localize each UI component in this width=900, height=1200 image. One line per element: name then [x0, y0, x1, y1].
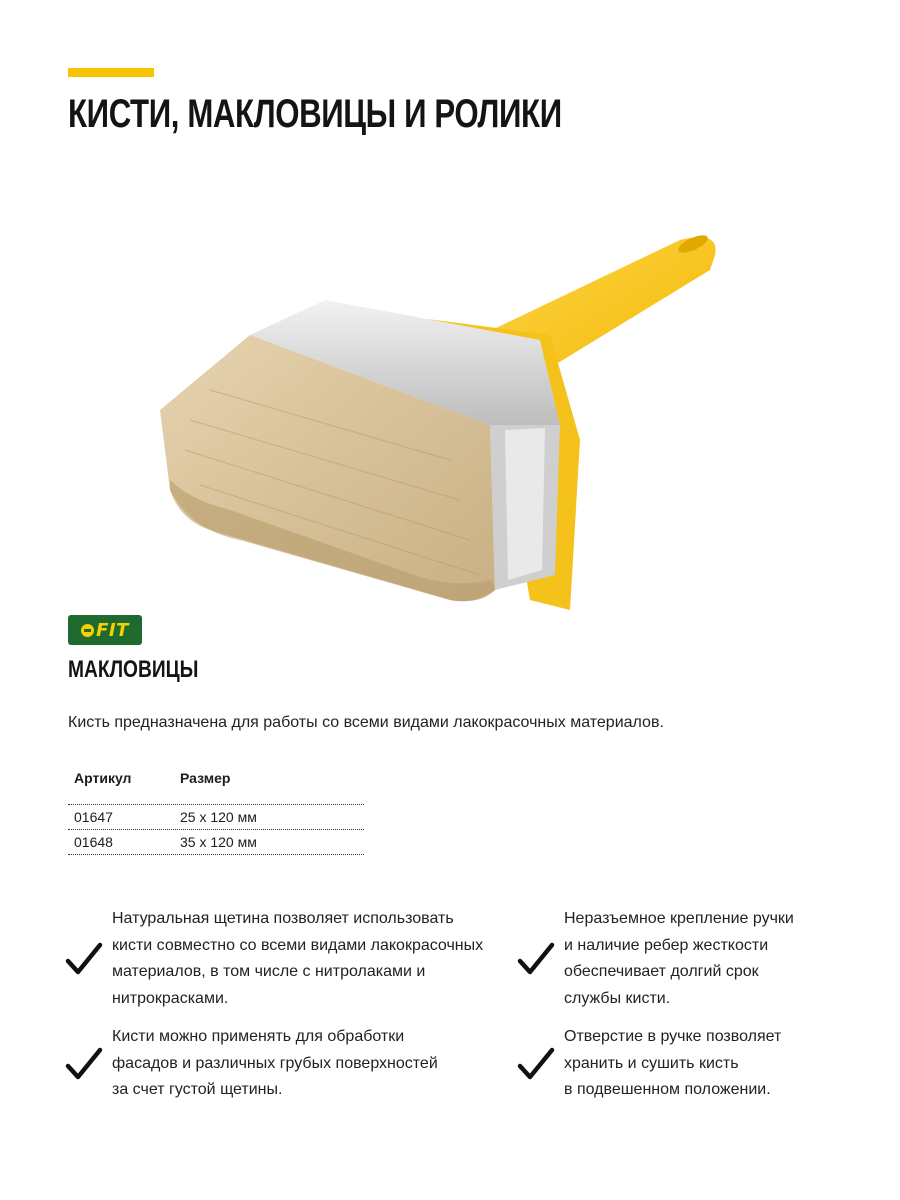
- table-row: [68, 829, 364, 855]
- features-list: [64, 906, 844, 1126]
- product-description: Кисть предназначена для работы со всеми видами лакокрасочных материалов.: [68, 714, 664, 731]
- brand-logo-text: FIT: [96, 619, 129, 641]
- spec-table: [68, 770, 364, 855]
- spec-header-size: Размер: [180, 770, 231, 786]
- feature-text: Неразъемное крепление ручки и наличие ребер жесткости обеспечивает долгий срок службы кисти.: [564, 910, 794, 1007]
- spec-cell-size: 25 х 120 мм: [180, 809, 257, 825]
- spec-table-header: [68, 770, 364, 798]
- feature-text: Натуральная щетина позволяет использовать кисти совместно со всеми видами лакокрасочных материалов, в том числе с нитролаками и нитрокрасками.: [112, 910, 484, 1007]
- spec-cell-article: 01648: [74, 834, 113, 850]
- feature-item: [64, 906, 483, 1012]
- checkmark-icon: [64, 939, 104, 979]
- spec-header-article: Артикул: [74, 770, 132, 786]
- section-title: МАКЛОВИЦЫ: [68, 656, 199, 683]
- accent-bar: [68, 68, 154, 77]
- brand-logo: [68, 615, 142, 645]
- brand-logo-mark-icon: [81, 624, 94, 637]
- checkmark-icon: [64, 1044, 104, 1084]
- spec-cell-article: 01647: [74, 809, 113, 825]
- feature-item: [64, 1024, 438, 1104]
- page-title: КИСТИ, МАКЛОВИЦЫ И РОЛИКИ: [68, 92, 562, 136]
- feature-text: Отверстие в ручке позволяет хранить и сушить кисть в подвешенном положении.: [564, 1028, 782, 1098]
- table-row: [68, 804, 364, 829]
- checkmark-icon: [516, 1044, 556, 1084]
- feature-text: Кисти можно применять для обработки фасадов и различных грубых поверхностей за счет густой щетины.: [112, 1028, 438, 1098]
- product-image: [150, 210, 750, 630]
- checkmark-icon: [516, 939, 556, 979]
- spec-cell-size: 35 х 120 мм: [180, 834, 257, 850]
- feature-item: [516, 1024, 781, 1104]
- feature-item: [516, 906, 794, 1012]
